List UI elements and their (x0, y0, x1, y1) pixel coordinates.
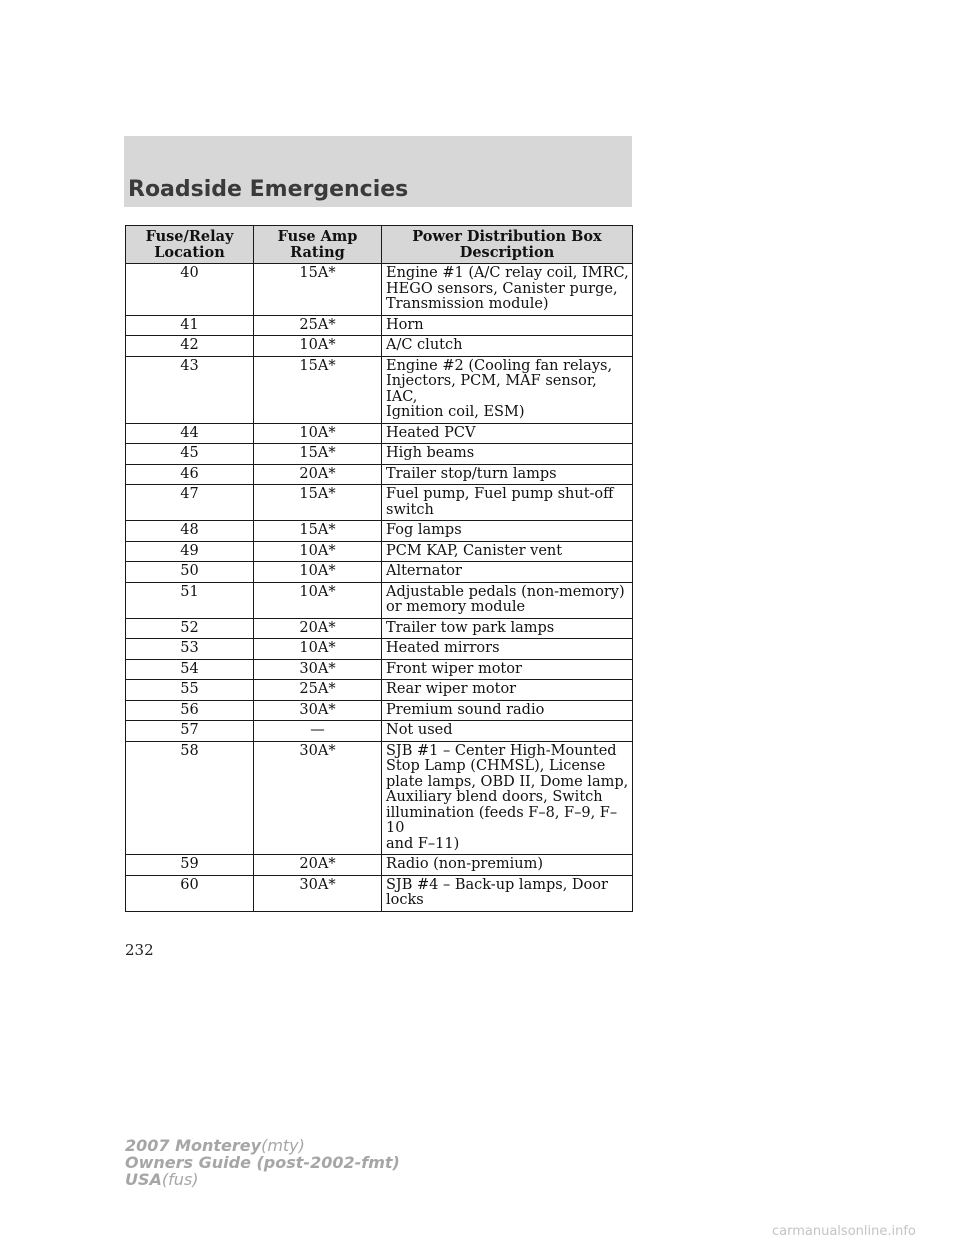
section-title: Roadside Emergencies (128, 177, 409, 202)
cell-description: Fog lamps (382, 521, 633, 542)
cell-amp-rating: — (254, 721, 382, 742)
fuse-table-body (126, 264, 633, 912)
cell-location: 53 (126, 639, 254, 660)
fuse-table (125, 225, 633, 912)
cell-location: 56 (126, 700, 254, 721)
footer-line-3 (125, 1171, 400, 1188)
cell-location: 46 (126, 464, 254, 485)
cell-amp-rating: 15A* (254, 356, 382, 423)
cell-location: 48 (126, 521, 254, 542)
header-description-line2: Description (459, 243, 555, 261)
header-amp-line1: Fuse Amp (277, 228, 358, 245)
cell-amp-rating: 15A* (254, 264, 382, 316)
cell-description: Rear wiper motor (382, 680, 633, 701)
table-row (126, 464, 633, 485)
cell-amp-rating: 20A* (254, 464, 382, 485)
header-location-line1: Fuse/Relay (145, 228, 234, 245)
page-number: 232 (125, 941, 154, 959)
cell-description: Radio (non-premium) (382, 855, 633, 876)
document-footer (125, 1137, 400, 1188)
header-amp-line2: Rating (290, 243, 345, 261)
cell-description: Heated PCV (382, 423, 633, 444)
cell-amp-rating: 25A* (254, 315, 382, 336)
header-description (382, 226, 633, 264)
table-row (126, 356, 633, 423)
table-row (126, 485, 633, 521)
table-row (126, 582, 633, 618)
cell-amp-rating: 15A* (254, 485, 382, 521)
cell-location: 60 (126, 875, 254, 911)
cell-amp-rating: 15A* (254, 521, 382, 542)
table-row (126, 639, 633, 660)
table-row (126, 541, 633, 562)
table-row (126, 444, 633, 465)
cell-description: Engine #1 (A/C relay coil, IMRC, HEGO sensors, Canister purge, Transmission module) (382, 264, 633, 316)
header-location (126, 226, 254, 264)
cell-location: 49 (126, 541, 254, 562)
cell-location: 59 (126, 855, 254, 876)
cell-description: High beams (382, 444, 633, 465)
cell-description: Premium sound radio (382, 700, 633, 721)
cell-location: 45 (126, 444, 254, 465)
cell-location: 55 (126, 680, 254, 701)
footer-market-code: (fus) (161, 1170, 199, 1189)
footer-line-1 (125, 1137, 400, 1154)
cell-location: 54 (126, 659, 254, 680)
table-row (126, 741, 633, 855)
footer-model-code: (mty) (261, 1136, 305, 1155)
table-header-row (126, 226, 633, 264)
cell-amp-rating: 25A* (254, 680, 382, 701)
cell-location: 57 (126, 721, 254, 742)
cell-location: 40 (126, 264, 254, 316)
cell-amp-rating: 10A* (254, 562, 382, 583)
cell-amp-rating: 10A* (254, 423, 382, 444)
cell-amp-rating: 10A* (254, 582, 382, 618)
cell-description: Trailer tow park lamps (382, 618, 633, 639)
table-row (126, 875, 633, 911)
table-row (126, 721, 633, 742)
cell-amp-rating: 30A* (254, 659, 382, 680)
cell-amp-rating: 10A* (254, 336, 382, 357)
cell-location: 42 (126, 336, 254, 357)
cell-amp-rating: 20A* (254, 618, 382, 639)
cell-description: Alternator (382, 562, 633, 583)
cell-description: PCM KAP, Canister vent (382, 541, 633, 562)
cell-amp-rating: 15A* (254, 444, 382, 465)
cell-location: 51 (126, 582, 254, 618)
footer-model: 2007 Monterey (125, 1136, 262, 1155)
cell-location: 47 (126, 485, 254, 521)
cell-amp-rating: 10A* (254, 541, 382, 562)
cell-description: Horn (382, 315, 633, 336)
table-row (126, 700, 633, 721)
cell-amp-rating: 10A* (254, 639, 382, 660)
table-row (126, 618, 633, 639)
cell-location: 41 (126, 315, 254, 336)
footer-market: USA (125, 1170, 162, 1189)
cell-description: SJB #1 – Center High-Mounted Stop Lamp (CHMSL), License plate lamps, OBD II, Dome lamp, Auxiliary blend doors, Switch illumination (feeds F–8, F–9, F–10 and F–11) (382, 741, 633, 855)
cell-description: Fuel pump, Fuel pump shut-off switch (382, 485, 633, 521)
cell-description: A/C clutch (382, 336, 633, 357)
cell-amp-rating: 30A* (254, 700, 382, 721)
header-location-line2: Location (154, 243, 225, 261)
watermark: carmanualsonline.info (772, 1224, 916, 1239)
cell-location: 58 (126, 741, 254, 855)
footer-line-2: Owners Guide (post-2002-fmt) (125, 1153, 400, 1172)
cell-amp-rating: 20A* (254, 855, 382, 876)
cell-description: Engine #2 (Cooling fan relays, Injectors, PCM, MAF sensor, IAC, Ignition coil, ESM) (382, 356, 633, 423)
cell-description: Front wiper motor (382, 659, 633, 680)
cell-description: Heated mirrors (382, 639, 633, 660)
table-row (126, 680, 633, 701)
table-row (126, 423, 633, 444)
table-row (126, 855, 633, 876)
cell-description: Trailer stop/turn lamps (382, 464, 633, 485)
table-row (126, 659, 633, 680)
cell-amp-rating: 30A* (254, 875, 382, 911)
table-row (126, 336, 633, 357)
cell-description: Not used (382, 721, 633, 742)
table-row (126, 521, 633, 542)
table-row (126, 562, 633, 583)
cell-location: 43 (126, 356, 254, 423)
cell-location: 52 (126, 618, 254, 639)
table-row (126, 315, 633, 336)
cell-description: SJB #4 – Back-up lamps, Door locks (382, 875, 633, 911)
header-description-line1: Power Distribution Box (412, 228, 602, 245)
header-amp (254, 226, 382, 264)
table-row (126, 264, 633, 316)
cell-description: Adjustable pedals (non-memory) or memory module (382, 582, 633, 618)
cell-location: 44 (126, 423, 254, 444)
cell-amp-rating: 30A* (254, 741, 382, 855)
cell-location: 50 (126, 562, 254, 583)
